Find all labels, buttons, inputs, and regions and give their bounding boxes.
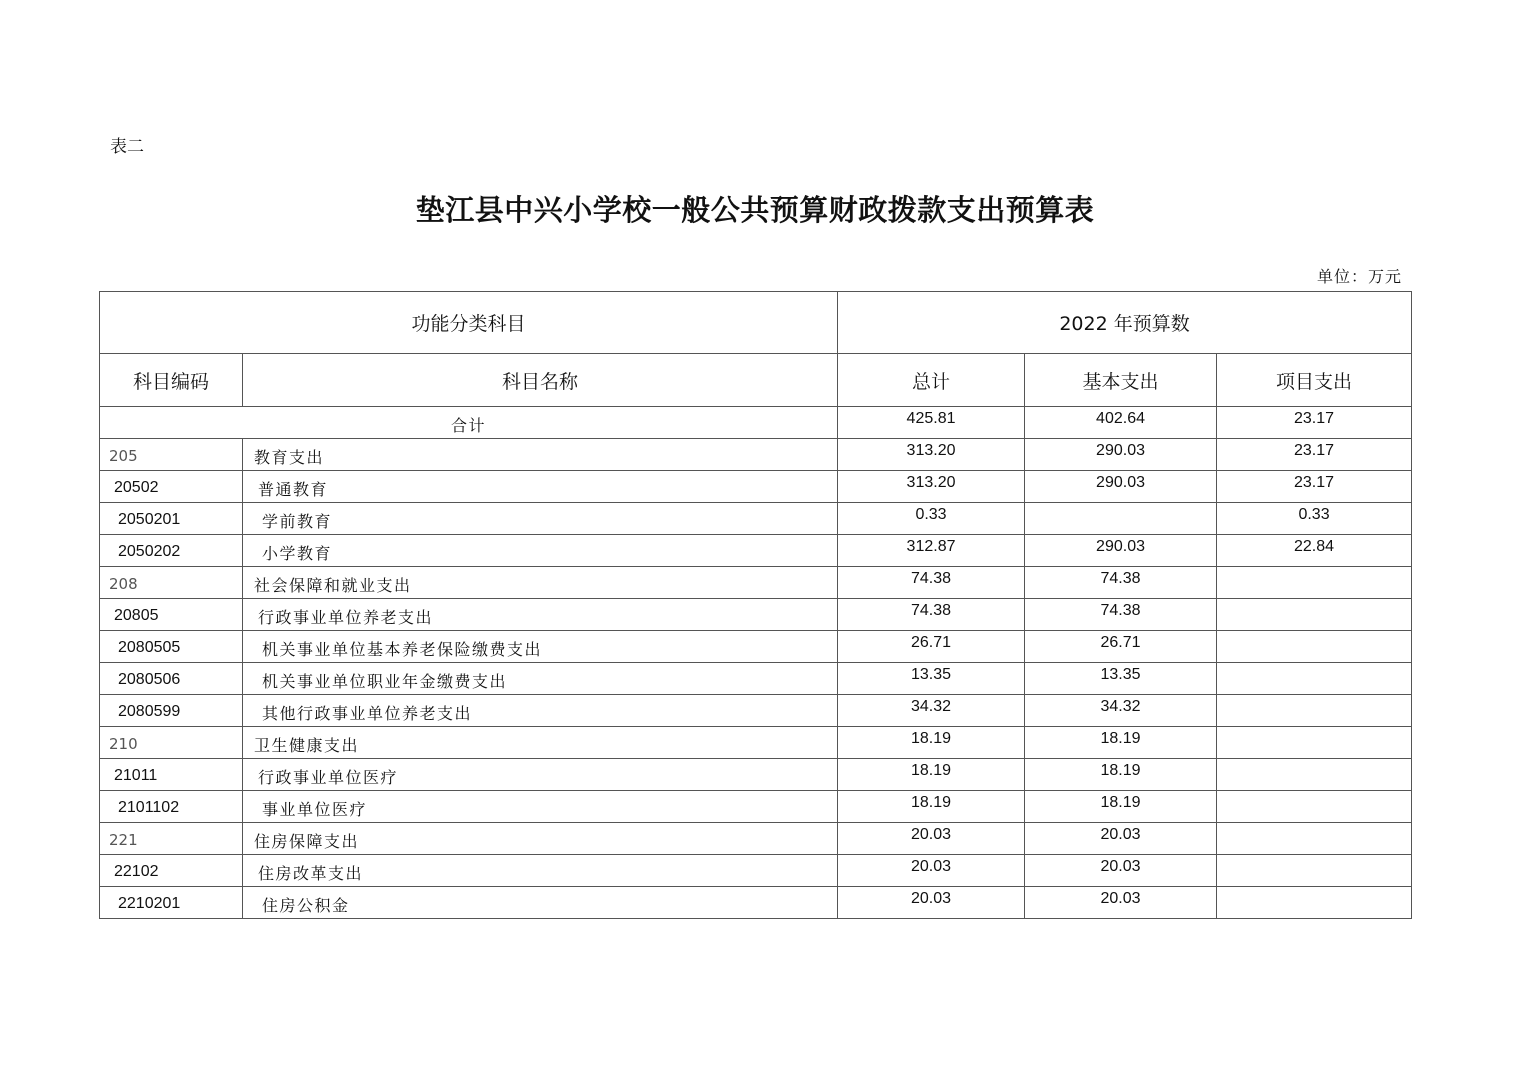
header-function-classification: 功能分类科目 xyxy=(100,292,838,354)
cell-project xyxy=(1217,855,1412,887)
cell-project xyxy=(1217,887,1412,919)
cell-total: 20.03 xyxy=(838,887,1025,919)
table-row xyxy=(100,599,1412,631)
cell-basic xyxy=(1025,503,1217,535)
cell-name: 住房改革支出 xyxy=(243,855,838,887)
cell-project xyxy=(1217,631,1412,663)
cell-project xyxy=(1217,663,1412,695)
cell-name: 学前教育 xyxy=(243,503,838,535)
cell-code: 210 xyxy=(100,727,243,759)
table-body xyxy=(100,407,1412,919)
cell-total: 34.32 xyxy=(838,695,1025,727)
header-budget-year: 2022 年预算数 xyxy=(838,292,1412,354)
cell-code: 21011 xyxy=(100,759,243,791)
cell-project: 0.33 xyxy=(1217,503,1412,535)
cell-name: 小学教育 xyxy=(243,535,838,567)
cell-total: 74.38 xyxy=(838,567,1025,599)
total-row xyxy=(100,407,1412,439)
cell-project xyxy=(1217,727,1412,759)
cell-basic: 74.38 xyxy=(1025,567,1217,599)
cell-code: 2050202 xyxy=(100,535,243,567)
cell-total: 0.33 xyxy=(838,503,1025,535)
cell-total: 313.20 xyxy=(838,471,1025,503)
cell-project xyxy=(1217,695,1412,727)
header-project: 项目支出 xyxy=(1217,354,1412,407)
cell-name: 行政事业单位医疗 xyxy=(243,759,838,791)
table-row xyxy=(100,695,1412,727)
header-basic: 基本支出 xyxy=(1025,354,1217,407)
cell-code: 2080599 xyxy=(100,695,243,727)
table-row xyxy=(100,759,1412,791)
cell-code: 2080505 xyxy=(100,631,243,663)
cell-code: 2210201 xyxy=(100,887,243,919)
cell-code: 221 xyxy=(100,823,243,855)
cell-total: 26.71 xyxy=(838,631,1025,663)
table-row xyxy=(100,439,1412,471)
cell-code: 2050201 xyxy=(100,503,243,535)
cell-code: 208 xyxy=(100,567,243,599)
cell-code: 2080506 xyxy=(100,663,243,695)
cell-project: 22.84 xyxy=(1217,535,1412,567)
table-row xyxy=(100,663,1412,695)
cell-basic: 290.03 xyxy=(1025,471,1217,503)
cell-project xyxy=(1217,791,1412,823)
cell-total: 13.35 xyxy=(838,663,1025,695)
total-basic: 402.64 xyxy=(1025,407,1217,439)
table-row xyxy=(100,887,1412,919)
cell-project xyxy=(1217,567,1412,599)
cell-total: 18.19 xyxy=(838,727,1025,759)
cell-code: 22102 xyxy=(100,855,243,887)
cell-basic: 290.03 xyxy=(1025,535,1217,567)
cell-total: 18.19 xyxy=(838,759,1025,791)
cell-basic: 18.19 xyxy=(1025,791,1217,823)
header-name: 科目名称 xyxy=(243,354,838,407)
total-total: 425.81 xyxy=(838,407,1025,439)
cell-total: 312.87 xyxy=(838,535,1025,567)
cell-project: 23.17 xyxy=(1217,439,1412,471)
cell-project xyxy=(1217,823,1412,855)
cell-basic: 20.03 xyxy=(1025,855,1217,887)
cell-name: 其他行政事业单位养老支出 xyxy=(243,695,838,727)
cell-code: 205 xyxy=(100,439,243,471)
table-row xyxy=(100,631,1412,663)
cell-total: 313.20 xyxy=(838,439,1025,471)
unit-label: 单位：万元 xyxy=(1316,267,1402,286)
table-row xyxy=(100,855,1412,887)
cell-basic: 34.32 xyxy=(1025,695,1217,727)
total-project: 23.17 xyxy=(1217,407,1412,439)
cell-basic: 290.03 xyxy=(1025,439,1217,471)
cell-code: 2101102 xyxy=(100,791,243,823)
table-row xyxy=(100,567,1412,599)
cell-name: 事业单位医疗 xyxy=(243,791,838,823)
cell-basic: 13.35 xyxy=(1025,663,1217,695)
cell-name: 机关事业单位基本养老保险缴费支出 xyxy=(243,631,838,663)
cell-project xyxy=(1217,759,1412,791)
table-row xyxy=(100,535,1412,567)
cell-basic: 74.38 xyxy=(1025,599,1217,631)
cell-code: 20805 xyxy=(100,599,243,631)
cell-name: 住房保障支出 xyxy=(243,823,838,855)
cell-name: 机关事业单位职业年金缴费支出 xyxy=(243,663,838,695)
cell-project: 23.17 xyxy=(1217,471,1412,503)
cell-basic: 18.19 xyxy=(1025,727,1217,759)
cell-basic: 18.19 xyxy=(1025,759,1217,791)
budget-table xyxy=(99,291,1412,919)
total-label: 合计 xyxy=(100,407,838,439)
cell-code: 20502 xyxy=(100,471,243,503)
header-total: 总计 xyxy=(838,354,1025,407)
cell-project xyxy=(1217,599,1412,631)
cell-basic: 20.03 xyxy=(1025,887,1217,919)
cell-total: 74.38 xyxy=(838,599,1025,631)
cell-name: 教育支出 xyxy=(243,439,838,471)
cell-total: 18.19 xyxy=(838,791,1025,823)
cell-name: 普通教育 xyxy=(243,471,838,503)
cell-name: 社会保障和就业支出 xyxy=(243,567,838,599)
table-row xyxy=(100,503,1412,535)
cell-basic: 20.03 xyxy=(1025,823,1217,855)
cell-name: 行政事业单位养老支出 xyxy=(243,599,838,631)
cell-total: 20.03 xyxy=(838,823,1025,855)
table-row xyxy=(100,823,1412,855)
cell-name: 住房公积金 xyxy=(243,887,838,919)
doc-label: 表二 xyxy=(110,137,144,157)
cell-name: 卫生健康支出 xyxy=(243,727,838,759)
table-row xyxy=(100,727,1412,759)
page-title: 垫江县中兴小学校一般公共预算财政拨款支出预算表 xyxy=(415,193,1095,227)
table-row xyxy=(100,791,1412,823)
cell-basic: 26.71 xyxy=(1025,631,1217,663)
cell-total: 20.03 xyxy=(838,855,1025,887)
table-row xyxy=(100,471,1412,503)
header-code: 科目编码 xyxy=(100,354,243,407)
